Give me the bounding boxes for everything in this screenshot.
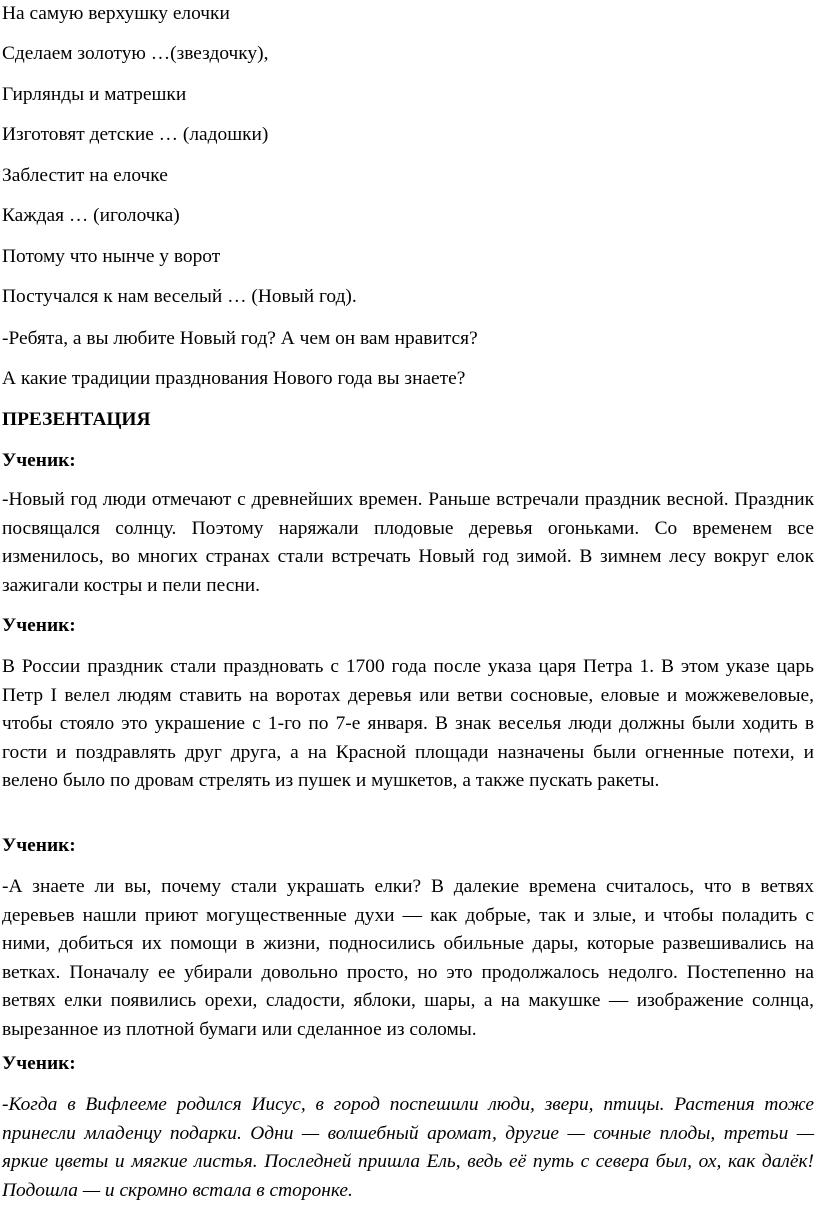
- poem-line: Гирлянды и матрешки: [2, 84, 187, 105]
- section-paragraph: -А знаете ли вы, почему стали украшать елки? В далекие времена считалось, что в ветвях деревьев нашли приют могущественные духи — как добрые, так и злые, и чтобы поладить с ними, добиться их помощи в жизни, подносились обильные дары, которые развешивались на ветках. Поначалу ее убирали довольно просто, но это продолжалось недолго. Постепенно на ветвях елки появились орехи, сладости, яблоки, шары, а на макушке — изображение солнца, вырезанное из плотной бумаги или сделанное из соломы.: [2, 876, 814, 1040]
- section-paragraph: -Новый год люди отмечают с древнейших времен. Раньше встречали праздник весной. Праздник посвящался солнцу. Поэтому наряжали плодовые деревья огоньками. Со временем все изменилось, во многих странах стали встречать Новый год зимой. В зимнем лесу вокруг елок зажигали костры и пели песни.: [2, 489, 814, 596]
- presentation-heading: ПРЕЗЕНТАЦИЯ: [2, 409, 151, 430]
- poem-line: Сделаем золотую …(звездочку),: [2, 43, 269, 64]
- section-paragraph: В России праздник стали праздновать с 1700 года после указа царя Петра 1. В этом указе царь Петр I велел людям ставить на воротах деревья или ветви сосновые, еловые и можжевеловые, чтобы стояло это украшение с 1-го по 7-е января. В знак веселья люди должны были ходить в гости и поздравлять друг друга, а на Красной площади назначены были огненные потехи, и велено было по дровам стрелять из пушек и мушкетов, а также пускать ракеты.: [2, 656, 814, 791]
- speaker-label: Ученик:: [2, 1053, 76, 1074]
- poem-line: Потому что нынче у ворот: [2, 246, 221, 267]
- poem-line: Постучался к нам веселый … (Новый год).: [2, 286, 357, 307]
- italic-text: Когда в Вифлееме родился Иисус, в город поспешили люди, звери, птицы. Растения тоже принесли младенцу подарки. Одни — волшебный аромат, другие — сочные плоды, третьи — яркие цветы и мягкие листья. Последней пришла Ель, ведь её путь с севера был, ох, как далёк! Подошла — и скромно встала в сторонке.: [2, 1094, 814, 1201]
- poem-line: Заблестит на елочке: [2, 165, 168, 186]
- poem-line: Изготовят детские … (ладошки): [2, 124, 269, 145]
- poem-line: Каждая … (иголочка): [2, 205, 180, 226]
- speaker-label: Ученик:: [2, 835, 76, 856]
- question-line: -Ребята, а вы любите Новый год? А чем он вам нравится?: [2, 328, 478, 349]
- dash-prefix: -: [2, 1094, 9, 1115]
- speaker-label: Ученик:: [2, 450, 76, 471]
- speaker-label: Ученик:: [2, 615, 76, 636]
- poem-line: На самую верхушку елочки: [2, 3, 230, 24]
- section-paragraph: [2, 1091, 814, 1205]
- question-line: А какие традиции празднования Нового года вы знаете?: [2, 368, 466, 389]
